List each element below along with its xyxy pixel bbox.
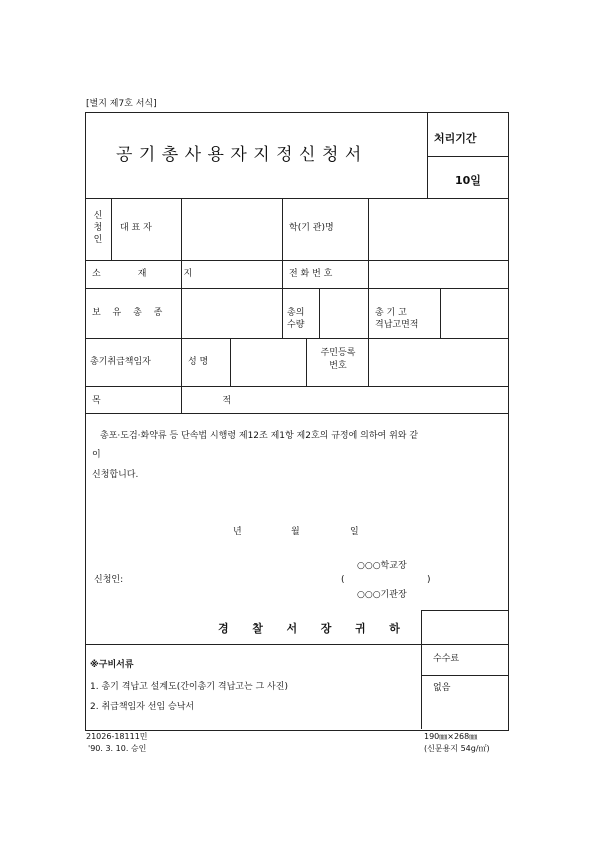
paren-close: ) — [427, 575, 431, 585]
form-outer-border — [85, 112, 509, 731]
document-item-1: 1. 총기 격납고 설계도(간이총기 격납고는 그 사진) — [90, 682, 288, 692]
processing-period-label: 처리기간 — [434, 132, 477, 145]
name-label: 성 명 — [188, 357, 209, 367]
footer-size: 190㎜×268㎜ — [424, 732, 478, 741]
footer-approval: '90. 3. 10. 승인 — [88, 744, 147, 753]
fee-value: 없음 — [433, 683, 451, 693]
processing-period-value: 10일 — [455, 174, 481, 187]
statement-line-3: 신청합니다. — [92, 470, 139, 480]
footer-code: 21026-18111민 — [86, 732, 148, 741]
document-item-2: 2. 취급책임자 선임 승낙서 — [90, 702, 195, 712]
form-title: 공기총사용자지정신청서 — [116, 145, 368, 165]
required-documents-title: ※구비서류 — [90, 660, 134, 670]
footer-paper: (신문용지 54g/㎡) — [424, 744, 490, 753]
date-day-label: 일 — [350, 527, 359, 537]
gun-type-label: 보 유 총 종 — [92, 308, 167, 318]
fee-label: 수수료 — [433, 654, 460, 664]
purpose-label: 목 적 — [92, 396, 291, 406]
storage-area-label: 총 기 고 격납고면적 — [375, 308, 419, 330]
applicant-side-label: 신 청 인 — [93, 211, 103, 245]
date-month-label: 월 — [291, 527, 300, 537]
recipient-label: 경 찰 서 장 귀 하 — [218, 622, 410, 635]
statement-line-1: 총포·도검·화약류 등 단속법 시행령 제12조 제1항 제2호의 규정에 의하여 위와 같 — [100, 431, 419, 441]
address-label: 소 재 지 — [92, 269, 210, 279]
date-year-label: 년 — [233, 527, 242, 537]
gun-manager-label: 총기취급책임자 — [90, 357, 151, 367]
gun-quantity-label: 총의 수량 — [287, 308, 305, 330]
school-head-label: ○○○학교장 — [357, 561, 407, 571]
form-number-label: [별지 제7호 서식] — [86, 99, 157, 109]
school-name-label: 학(기 관)명 — [289, 223, 334, 233]
agency-head-label: ○○○기관장 — [357, 590, 407, 600]
statement-line-2: 이 — [92, 450, 101, 460]
paren-open: ( — [341, 575, 345, 585]
signature-label: 신청인: — [94, 575, 124, 585]
representative-label: 대 표 자 — [120, 223, 152, 233]
phone-label: 전 화 번 호 — [289, 269, 333, 279]
resident-id-label: 주민등록 번호 — [320, 348, 356, 371]
